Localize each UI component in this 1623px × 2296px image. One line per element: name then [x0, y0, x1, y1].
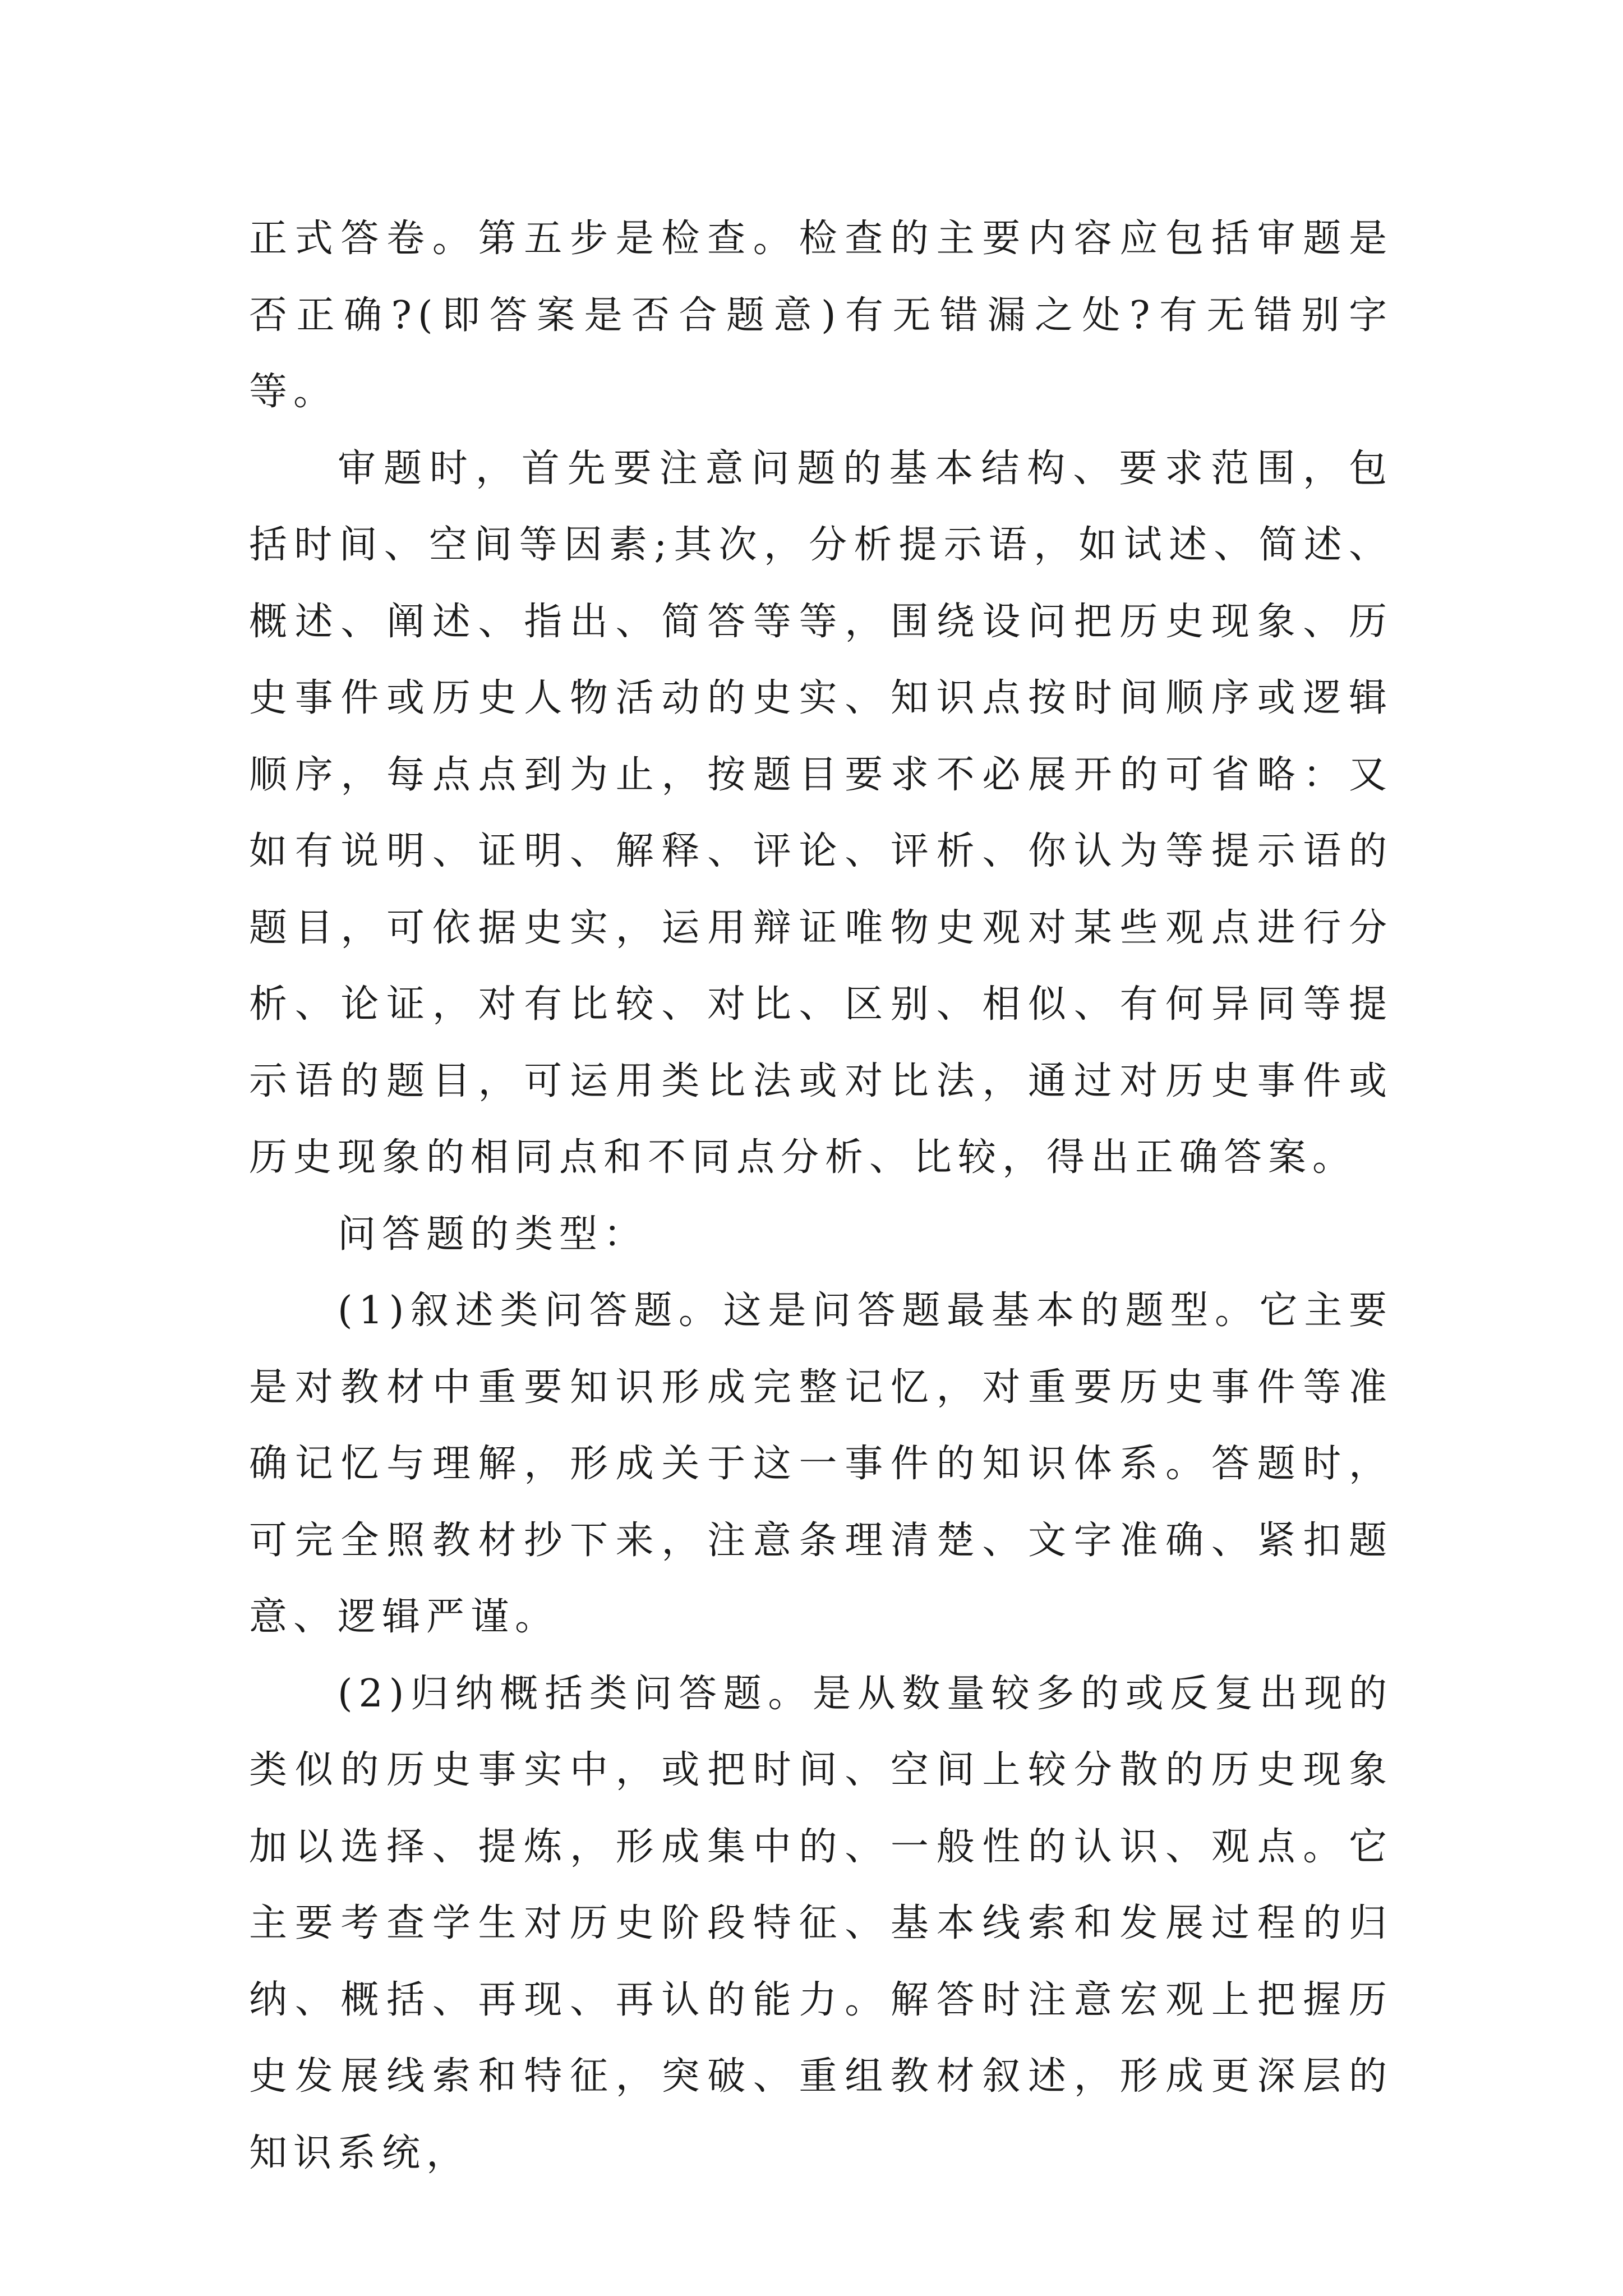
paragraph-summary-type: (2)归纳概括类问答题。是从数量较多的或反复出现的类似的历史事实中，或把时间、空间上较分散的历史现象加以选择、提炼，形成集中的、一般性的认识、观点。它主要考查学生对历史阶段特征、基本线索和发展过程的归纳、概括、再现、再认的能力。解答时注意宏观上把握历史发展线索和特征，突破、重组教材叙述，形成更深层的知识系统，: [249, 1671, 1393, 2175]
paragraph-exam-steps: 正式答卷。第五步是检查。检查的主要内容应包括审题是否正确?(即答案是否合题意)有无错漏之处?有无错别字等。: [249, 217, 1393, 414]
paragraph-narrative-type: (1)叙述类问答题。这是问答题最基本的题型。它主要是对教材中重要知识形成完整记忆，对重要历史事件等准确记忆与理解，形成关于这一事件的知识体系。答题时，可完全照教材抄下来，注意条理清楚、文字准确、紧扣题意、逻辑严谨。: [249, 1289, 1393, 1639]
paragraph-question-types-heading: 问答题的类型：: [338, 1212, 648, 1257]
paragraph-reading-questions: 审题时，首先要注意问题的基本结构、要求范围，包括时间、空间等因素;其次，分析提示语，如试述、简述、概述、阐述、指出、简答等等，围绕设问把历史现象、历史事件或历史人物活动的史实、知识点按时间顺序或逻辑顺序，每点点到为止，按题目要求不必展开的可省略：又如有说明、证明、解释、评论、评析、你认为等提示语的题目，可依据史实，运用辩证唯物史观对某些观点进行分析、论证，对有比较、对比、区别、相似、有何异同等提示语的题目，可运用类比法或对比法，通过对历史事件或历史现象的相同点和不同点分析、比较，得出正确答案。: [249, 446, 1393, 1180]
document-body: [249, 201, 1393, 2192]
